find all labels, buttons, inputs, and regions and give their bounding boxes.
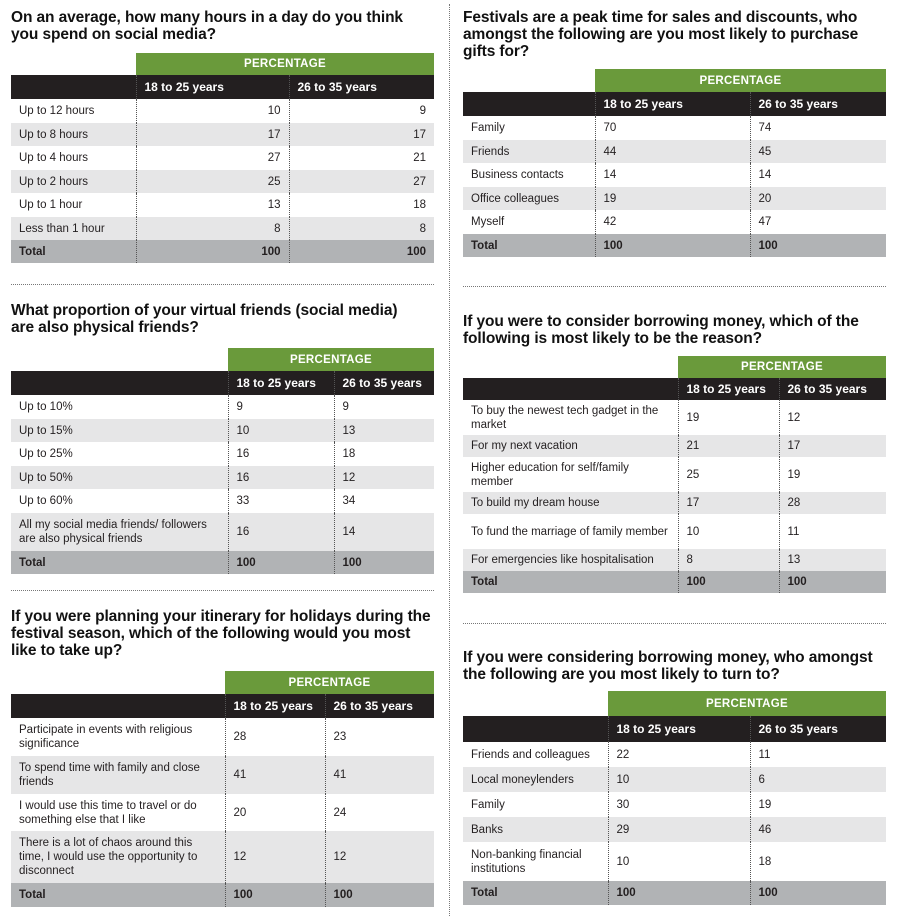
table-row <box>11 193 434 217</box>
value-26-35: 14 <box>334 513 434 551</box>
row-label: Up to 1 hour <box>19 199 83 211</box>
total-26-35: 100 <box>779 571 886 593</box>
col-18-25-header: 18 to 25 years <box>608 716 750 742</box>
value-18-25: 19 <box>678 400 779 435</box>
value-18-25: 14 <box>595 163 750 187</box>
total-26-35: 100 <box>289 240 434 263</box>
col-26-35-header: 26 to 35 years <box>750 92 886 116</box>
table-row <box>463 457 886 492</box>
reason-panel <box>463 313 886 595</box>
total-18-25: 100 <box>136 240 289 263</box>
row-label: Friends <box>463 140 595 163</box>
total-18-25: 100 <box>595 234 750 257</box>
value-18-25: 41 <box>225 756 325 794</box>
total-label: Total <box>463 234 595 257</box>
row-label: Up to 12 hours <box>19 105 95 117</box>
total-18-25: 100 <box>228 551 334 574</box>
value-18-25: 10 <box>608 842 750 881</box>
value-18-25: 22 <box>608 742 750 767</box>
total-label: Total <box>463 881 608 905</box>
table-row <box>11 170 434 193</box>
column-divider <box>449 4 450 916</box>
row-label: To fund the marriage of family member <box>471 525 668 538</box>
percentage-header: PERCENTAGE <box>225 671 434 694</box>
value-26-35: 18 <box>289 193 434 217</box>
value-26-35: 23 <box>325 718 434 756</box>
table-row <box>463 742 886 767</box>
row-label: Up to 50% <box>11 466 228 489</box>
value-26-35: 28 <box>779 492 886 514</box>
table-row <box>463 842 886 881</box>
gifts-table <box>463 69 886 257</box>
table-row <box>11 442 434 466</box>
section-divider <box>11 590 434 591</box>
hours-panel <box>11 9 434 267</box>
row-label: Higher education for self/family member <box>471 461 629 488</box>
friends-question-title: What proportion of your virtual friends (social media) are also physical friends? <box>11 302 398 336</box>
table-row <box>463 435 886 457</box>
value-26-35: 12 <box>325 831 434 883</box>
row-label: I would use this time to travel or do something else that I like <box>19 799 197 826</box>
total-label: Total <box>11 883 225 907</box>
total-row <box>463 881 886 905</box>
value-26-35: 74 <box>750 116 886 140</box>
col-26-35-header: 26 to 35 years <box>325 694 434 718</box>
table-row <box>463 817 886 842</box>
value-26-35: 13 <box>334 419 434 442</box>
value-26-35: 11 <box>750 742 886 767</box>
value-26-35: 17 <box>779 435 886 457</box>
holidays-panel <box>11 608 434 908</box>
gifts-question-title: Festivals are a peak time for sales and discounts, who amongst the following are you most likely to purchase gifts for? <box>463 9 859 60</box>
value-18-25: 27 <box>136 146 289 170</box>
row-label: Up to 4 hours <box>19 152 89 164</box>
value-18-25: 20 <box>225 794 325 831</box>
table-row <box>463 792 886 817</box>
value-18-25: 25 <box>678 457 779 492</box>
col-18-25-header: 18 to 25 years <box>595 92 750 116</box>
row-label: Participate in events with religious significance <box>19 724 193 750</box>
value-26-35: 9 <box>289 99 434 123</box>
value-18-25: 70 <box>595 116 750 140</box>
table-row <box>463 187 886 210</box>
total-row <box>463 571 886 593</box>
value-18-25: 8 <box>136 217 289 240</box>
section-divider <box>463 623 886 624</box>
lender-table <box>463 691 886 905</box>
col-18-25-header: 18 to 25 years <box>228 371 334 395</box>
percentage-header: PERCENTAGE <box>228 348 434 371</box>
row-label: To spend time with family and close friends <box>11 756 225 794</box>
lender-panel <box>463 649 886 909</box>
hours-table <box>11 53 434 263</box>
row-label: To build my dream house <box>463 492 678 514</box>
section-divider <box>11 284 434 285</box>
row-label: Myself <box>471 216 505 228</box>
value-18-25: 10 <box>608 767 750 792</box>
value-18-25: 10 <box>136 99 289 123</box>
value-18-25: 21 <box>678 435 779 457</box>
value-18-25: 33 <box>228 489 334 513</box>
value-26-35: 14 <box>750 163 886 187</box>
hours-question-title: On an average, how many hours in a day do you think you spend on social media? <box>11 9 403 43</box>
row-label: To buy the newest tech gadget in the market <box>471 404 659 431</box>
value-18-25: 42 <box>595 210 750 234</box>
value-26-35: 12 <box>334 466 434 489</box>
value-26-35: 18 <box>750 842 886 881</box>
row-label: Business contacts <box>471 169 564 181</box>
value-26-35: 9 <box>334 395 434 419</box>
value-26-35: 20 <box>750 187 886 210</box>
table-row <box>11 99 434 123</box>
row-label: Local moneylenders <box>463 767 608 792</box>
total-row <box>11 551 434 574</box>
value-18-25: 12 <box>225 831 325 883</box>
table-row <box>463 116 886 140</box>
total-label: Total <box>11 240 136 263</box>
value-26-35: 12 <box>779 400 886 435</box>
col-26-35-header: 26 to 35 years <box>750 716 886 742</box>
value-26-35: 46 <box>750 817 886 842</box>
table-row <box>463 767 886 792</box>
value-26-35: 24 <box>325 794 434 831</box>
row-label: Up to 10% <box>19 401 73 413</box>
value-26-35: 34 <box>334 489 434 513</box>
total-label: Total <box>11 551 228 574</box>
value-26-35: 27 <box>289 170 434 193</box>
value-26-35: 19 <box>750 792 886 817</box>
row-label: All my social media friends/ followers are also physical friends <box>11 513 228 551</box>
value-26-35: 45 <box>750 140 886 163</box>
percentage-header: PERCENTAGE <box>136 53 434 75</box>
row-label: Less than 1 hour <box>11 217 136 240</box>
row-label: For emergencies like hospitalisation <box>463 549 678 571</box>
value-18-25: 17 <box>678 492 779 514</box>
total-18-25: 100 <box>678 571 779 593</box>
table-row <box>463 140 886 163</box>
row-label: Up to 8 hours <box>11 123 136 146</box>
lender-question-title: If you were considering borrowing money, who amongst the following are you most likely to turn to? <box>463 649 873 683</box>
row-label: Family <box>471 122 505 134</box>
value-18-25: 44 <box>595 140 750 163</box>
table-row <box>463 163 886 187</box>
row-label: Friends and colleagues <box>471 748 590 761</box>
reason-table <box>463 356 886 593</box>
table-row <box>11 395 434 419</box>
value-26-35: 41 <box>325 756 434 794</box>
friends-table <box>11 348 434 574</box>
row-label: Up to 60% <box>19 495 73 507</box>
row-label: Up to 2 hours <box>11 170 136 193</box>
col-26-35-header: 26 to 35 years <box>334 371 434 395</box>
table-row <box>11 756 434 794</box>
total-row <box>11 883 434 907</box>
value-18-25: 16 <box>228 466 334 489</box>
table-row <box>11 513 434 551</box>
holidays-table <box>11 671 434 907</box>
total-row <box>11 240 434 263</box>
value-26-35: 6 <box>750 767 886 792</box>
total-row <box>463 234 886 257</box>
value-18-25: 16 <box>228 513 334 551</box>
value-18-25: 9 <box>228 395 334 419</box>
table-row <box>463 514 886 549</box>
friends-panel <box>11 302 434 574</box>
table-row <box>11 146 434 170</box>
row-label: There is a lot of chaos around this time, I would use the opportunity to disconnect <box>11 831 225 883</box>
table-row <box>463 492 886 514</box>
row-label: Up to 15% <box>11 419 228 442</box>
table-row <box>11 718 434 756</box>
value-26-35: 13 <box>779 549 886 571</box>
total-26-35: 100 <box>334 551 434 574</box>
table-row <box>11 831 434 883</box>
value-26-35: 18 <box>334 442 434 466</box>
value-18-25: 10 <box>678 514 779 549</box>
value-18-25: 29 <box>608 817 750 842</box>
total-label: Total <box>463 571 678 593</box>
percentage-header: PERCENTAGE <box>608 691 886 716</box>
table-row <box>11 123 434 146</box>
col-18-25-header: 18 to 25 years <box>136 75 289 99</box>
col-26-35-header: 26 to 35 years <box>779 378 886 400</box>
row-label: Banks <box>463 817 608 842</box>
section-divider <box>463 286 886 287</box>
table-row <box>11 419 434 442</box>
total-18-25: 100 <box>608 881 750 905</box>
row-label: Office colleagues <box>463 187 595 210</box>
col-18-25-header: 18 to 25 years <box>678 378 779 400</box>
col-18-25-header: 18 to 25 years <box>225 694 325 718</box>
value-26-35: 11 <box>779 514 886 549</box>
value-18-25: 13 <box>136 193 289 217</box>
row-label: For my next vacation <box>463 435 678 457</box>
row-label: Up to 25% <box>19 448 73 460</box>
value-26-35: 47 <box>750 210 886 234</box>
table-row <box>463 549 886 571</box>
value-18-25: 8 <box>678 549 779 571</box>
table-row <box>11 489 434 513</box>
value-18-25: 17 <box>136 123 289 146</box>
value-26-35: 19 <box>779 457 886 492</box>
col-26-35-header: 26 to 35 years <box>289 75 434 99</box>
value-18-25: 30 <box>608 792 750 817</box>
value-18-25: 10 <box>228 419 334 442</box>
value-18-25: 19 <box>595 187 750 210</box>
value-26-35: 21 <box>289 146 434 170</box>
gifts-panel <box>463 9 886 259</box>
table-row <box>463 210 886 234</box>
holidays-question-title: If you were planning your itinerary for holidays during the festival season, which of the following would you most like to take up? <box>11 608 431 659</box>
table-row <box>11 466 434 489</box>
percentage-header: PERCENTAGE <box>678 356 886 378</box>
row-label: Non-banking financial institutions <box>471 848 582 875</box>
total-26-35: 100 <box>750 234 886 257</box>
percentage-header: PERCENTAGE <box>595 69 886 92</box>
value-26-35: 8 <box>289 217 434 240</box>
reason-question-title: If you were to consider borrowing money, which of the following is most likely to be the reason? <box>463 313 859 347</box>
value-18-25: 28 <box>225 718 325 756</box>
value-18-25: 16 <box>228 442 334 466</box>
table-row <box>463 400 886 435</box>
table-row <box>11 217 434 240</box>
value-18-25: 25 <box>136 170 289 193</box>
total-26-35: 100 <box>750 881 886 905</box>
value-26-35: 17 <box>289 123 434 146</box>
total-26-35: 100 <box>325 883 434 907</box>
table-row <box>11 794 434 831</box>
row-label: Family <box>471 798 505 811</box>
total-18-25: 100 <box>225 883 325 907</box>
